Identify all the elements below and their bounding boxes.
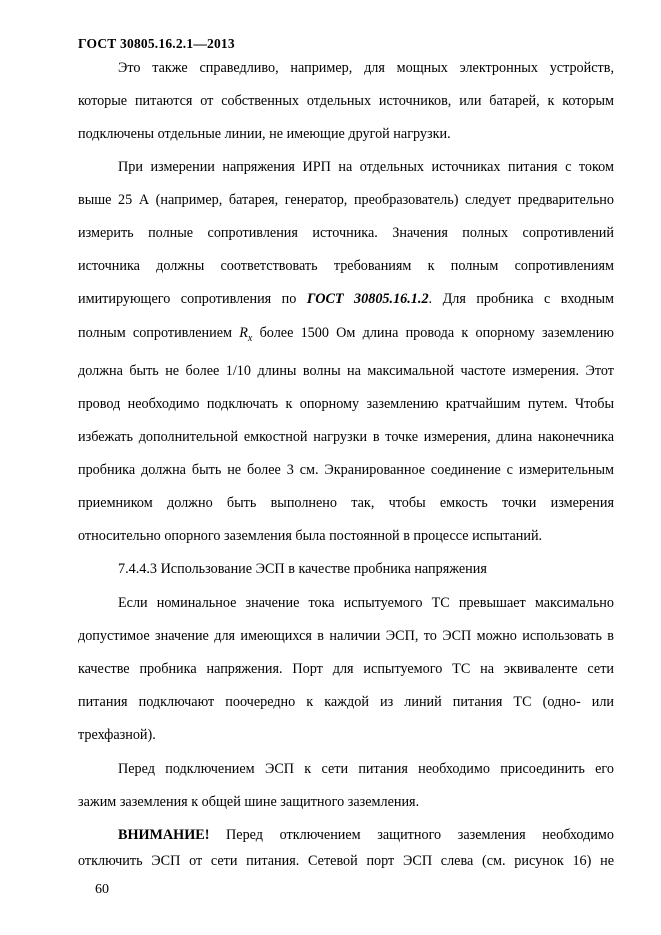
- text-line: При измерении напряжения ИРП на отдельных источниках питания с током: [118, 159, 614, 175]
- text-line: провод необходимо подключать к опорному заземлению кратчайшим путем. Чтобы: [78, 396, 614, 412]
- text-line: зажим заземления к общей шине защитного заземления.: [78, 794, 420, 810]
- text-line: питания подключают поочередно к каждой из линий питания ТС (одно- или: [78, 694, 614, 710]
- text-line: Перед подключением ЭСП к сети питания необходимо присоединить его: [118, 761, 614, 777]
- text-line: которые питаются от собственных отдельных источников, или батарей, к которым: [78, 93, 614, 109]
- text-line: измерить полные сопротивления источника. Значения полных сопротивлений: [78, 225, 614, 241]
- text-line: пробника должна быть не более 3 см. Экранированное соединение с измерительным: [78, 462, 614, 478]
- text-line: [118, 827, 614, 844]
- resistance-subscript: x: [247, 332, 253, 344]
- text-line: приемником должно быть выполнено так, чтобы емкость точки измерения: [78, 495, 614, 511]
- standard-reference: ГОСТ 30805.16.1.2: [306, 291, 429, 307]
- text-line: Это также справедливо, например, для мощных электронных устройств,: [118, 60, 614, 76]
- text-line: выше 25 А (например, батарея, генератор, преобразователь) следует предварительно: [78, 192, 614, 208]
- text-line: относительно опорного заземления была постоянной в процессе испытаний.: [78, 528, 543, 544]
- text-fragment: более 1500 Ом длина провода к опорному заземлению: [252, 325, 614, 341]
- text-line: должна быть не более 1/10 длины волны на максимальной частоте измерения. Этот: [78, 363, 614, 379]
- text-fragment: . Для пробника с входным: [428, 291, 614, 307]
- text-fragment: полным сопротивлением: [78, 325, 240, 341]
- warning-label: ВНИМАНИЕ!: [118, 827, 210, 843]
- text-line: Если номинальное значение тока испытуемого ТС превышает максимально: [118, 595, 614, 611]
- text-line: допустимое значение для имеющихся в наличии ЭСП, то ЭСП можно использовать в: [78, 628, 614, 644]
- text-line: [78, 325, 614, 344]
- text-line: качестве пробника напряжения. Порт для испытуемого ТС на эквиваленте сети: [78, 661, 614, 677]
- text-line: [78, 291, 614, 308]
- resistance-symbol: R: [239, 325, 248, 341]
- text-fragment: Перед отключением защитного заземления необходимо: [209, 827, 614, 843]
- section-heading: 7.4.4.3 Использование ЭСП в качестве пробника напряжения: [118, 561, 487, 577]
- document-header: ГОСТ 30805.16.2.1—2013: [78, 36, 235, 51]
- text-line: трехфазной).: [78, 727, 156, 743]
- text-fragment: имитирующего сопротивления по: [78, 291, 307, 307]
- text-line: отключить ЭСП от сети питания. Сетевой порт ЭСП слева (см. рисунок 16) не: [78, 853, 614, 869]
- text-line: избежать дополнительной емкостной нагрузки в точке измерения, длина наконечника: [78, 429, 614, 445]
- text-line: источника должны соответствовать требованиям к полным сопротивлениям: [78, 258, 614, 274]
- text-line: подключены отдельные линии, не имеющие другой нагрузки.: [78, 126, 451, 142]
- page-number: 60: [95, 882, 109, 897]
